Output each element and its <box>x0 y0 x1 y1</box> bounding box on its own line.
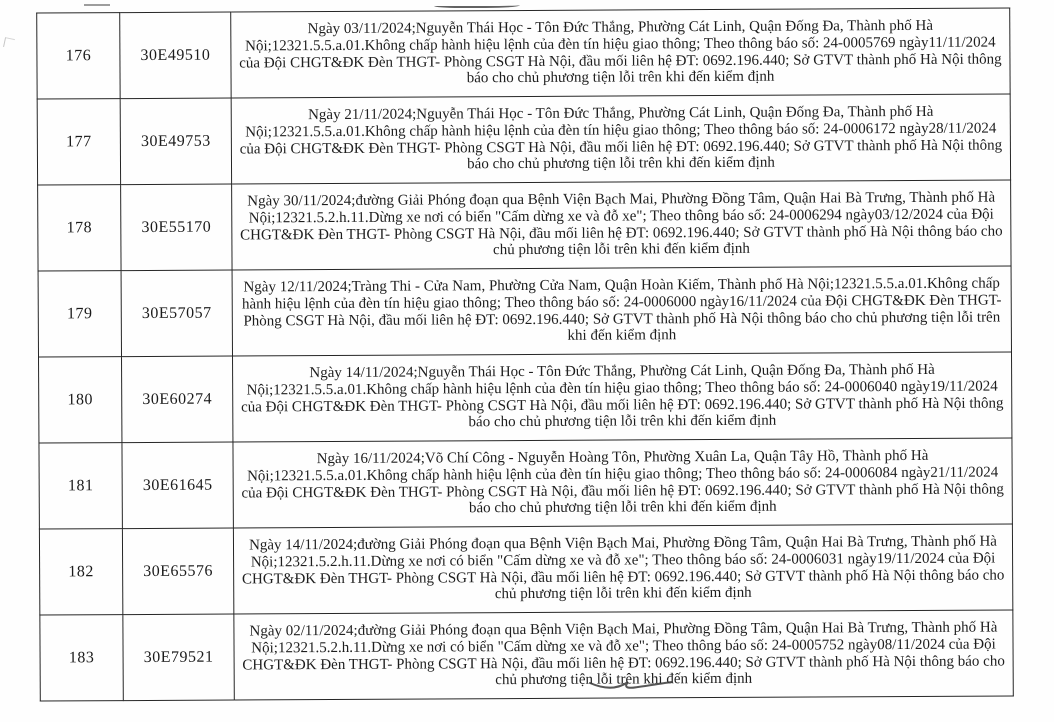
row-index-cell: 177 <box>37 99 120 185</box>
violation-description-cell: Ngày 16/11/2024;Võ Chí Công - Nguyễn Hoàng Tôn, Phường Xuân La, Quận Tây Hồ, Thành phố Hà Nội;12321.5.5.a.01.Không chấp hành hiệu lệnh của đèn tín hiệu giao thông; Theo thông báo số: 24-0006084 ngày21/11/2024 của Đội CHGT&ĐK Đèn THGT- Phòng CSGT Hà Nội, đầu mối liên hệ ĐT: 0692.196.440; Sở GTVT thành phố Hà Nội thông báo cho chủ phương tiện lỗi trên khi đến kiểm định <box>233 438 1012 528</box>
violation-row <box>37 94 1010 185</box>
violation-description-cell: Ngày 02/11/2024;đường Giải Phóng đoạn qua Bệnh Viện Bạch Mai, Phường Đồng Tâm, Quận Hai Bà Trưng, Thành phố Hà Nội;12321.5.2.h.11.Dừng xe nơi có biển "Cấm dừng xe và đỗ xe"; Theo thông báo số: 24-0005752 ngày08/11/2024 của Đội CHGT&ĐK Đèn THGT- Phòng CSGT Hà Nội, đầu mối liên hệ ĐT: 0692.196.440; Sở GTVT thành phố Hà Nội thông báo cho chủ phương tiện lỗi trên khi đến kiểm định <box>234 610 1013 700</box>
license-plate-cell: 30E57057 <box>121 270 232 357</box>
license-plate-cell: 30E49753 <box>120 98 231 185</box>
violation-row <box>39 352 1012 443</box>
license-plate-cell: 30E61645 <box>122 442 233 529</box>
license-plate-cell: 30E79521 <box>123 614 234 701</box>
violation-row <box>39 438 1012 529</box>
row-index-cell: 179 <box>38 271 121 357</box>
scan-mark-artifact <box>3 37 15 49</box>
violation-description-cell: Ngày 14/11/2024;đường Giải Phóng đoạn qua Bệnh Viện Bạch Mai, Phường Đồng Tâm, Quận Hai Bà Trưng, Thành phố Hà Nội;12321.5.2.h.11.Dừng xe nơi có biển "Cấm dừng xe và đỗ xe"; Theo thông báo số: 24-0006031 ngày19/11/2024 của Đội CHGT&ĐK Đèn THGT- Phòng CSGT Hà Nội, đầu mối liên hệ ĐT: 0692.196.440; Sở GTVT thành phố Hà Nội thông báo cho chủ phương tiện lỗi trên khi đến kiểm định <box>233 524 1012 614</box>
violation-description-cell: Ngày 03/11/2024;Nguyễn Thái Học - Tôn Đức Thắng, Phường Cát Linh, Quận Đống Đa, Thành phố Hà Nội;12321.5.5.a.01.Không chấp hành hiệu lệnh của đèn tín hiệu giao thông; Theo thông báo số: 24-0005769 ngày11/11/2024 của Đội CHGT&ĐK Đèn THGT- Phòng CSGT Hà Nội, đầu mối liên hệ ĐT: 0692.196.440; Sở GTVT thành phố Hà Nội thông báo cho chủ phương tiện lỗi trên khi đến kiểm định <box>231 8 1010 98</box>
violation-description-cell: Ngày 21/11/2024;Nguyễn Thái Học - Tôn Đức Thắng, Phường Cát Linh, Quận Đống Đa, Thành phố Hà Nội;12321.5.5.a.01.Không chấp hành hiệu lệnh của đèn tín hiệu giao thông; Theo thông báo số: 24-0006172 ngày28/11/2024 của Đội CHGT&ĐK Đèn THGT- Phòng CSGT Hà Nội, đầu mối liên hệ ĐT: 0692.196.440; Sở GTVT thành phố Hà Nội thông báo cho chủ phương tiện lỗi trên khi đến kiểm định <box>231 94 1010 184</box>
license-plate-cell: 30E55170 <box>121 184 232 271</box>
license-plate-cell: 30E49510 <box>120 12 231 99</box>
traffic-violations-table <box>36 7 1014 701</box>
license-plate-cell: 30E60274 <box>122 356 233 443</box>
violation-description-cell: Ngày 14/11/2024;Nguyễn Thái Học - Tôn Đức Thắng, Phường Cát Linh, Quận Đống Đa, Thành phố Hà Nội;12321.5.5.a.01.Không chấp hành hiệu lệnh của đèn tín hiệu giao thông; Theo thông báo số: 24-0006040 ngày19/11/2024 của Đội CHGT&ĐK Đèn THGT- Phòng CSGT Hà Nội, đầu mối liên hệ ĐT: 0692.196.440; Sở GTVT thành phố Hà Nội thông báo cho chủ phương tiện lỗi trên khi đến kiểm định <box>233 352 1012 442</box>
row-index-cell: 182 <box>39 529 122 615</box>
row-index-cell: 183 <box>40 615 123 701</box>
violation-row <box>37 8 1010 99</box>
row-index-cell: 178 <box>38 185 121 271</box>
license-plate-cell: 30E65576 <box>122 528 233 615</box>
violation-row <box>38 266 1011 357</box>
row-index-cell: 176 <box>37 13 120 99</box>
violation-description-cell: Ngày 30/11/2024;đường Giải Phóng đoạn qua Bệnh Viện Bạch Mai, Phường Đồng Tâm, Quận Hai Bà Trưng, Thành phố Hà Nội;12321.5.2.h.11.Dừng xe nơi có biển "Cấm dừng xe và đỗ xe"; Theo thông báo số: 24-0006294 ngày03/12/2024 của Đội CHGT&ĐK Đèn THGT- Phòng CSGT Hà Nội, đầu mối liên hệ ĐT: 0692.196.440; Sở GTVT thành phố Hà Nội thông báo cho chủ phương tiện lỗi trên khi đến kiểm định <box>232 180 1011 270</box>
violation-row <box>40 610 1013 701</box>
violation-row <box>39 524 1012 615</box>
violation-row <box>38 180 1011 271</box>
scan-crop-artifact <box>434 1 520 8</box>
row-index-cell: 181 <box>39 443 122 529</box>
scan-crop-artifact <box>84 0 110 6</box>
row-index-cell: 180 <box>39 357 122 443</box>
violation-description-cell: Ngày 12/11/2024;Tràng Thi - Cửa Nam, Phường Cửa Nam, Quận Hoàn Kiếm, Thành phố Hà Nội;12321.5.5.a.01.Không chấp hành hiệu lệnh của đèn tín hiệu giao thông; Theo thông báo số: 24-0006000 ngày16/11/2024 của Đội CHGT&ĐK Đèn THGT- Phòng CSGT Hà Nội, đầu mối liên hệ ĐT: 0692.196.440; Sở GTVT thành phố Hà Nội thông báo cho chủ phương tiện lỗi trên khi đến kiểm định <box>232 266 1011 356</box>
